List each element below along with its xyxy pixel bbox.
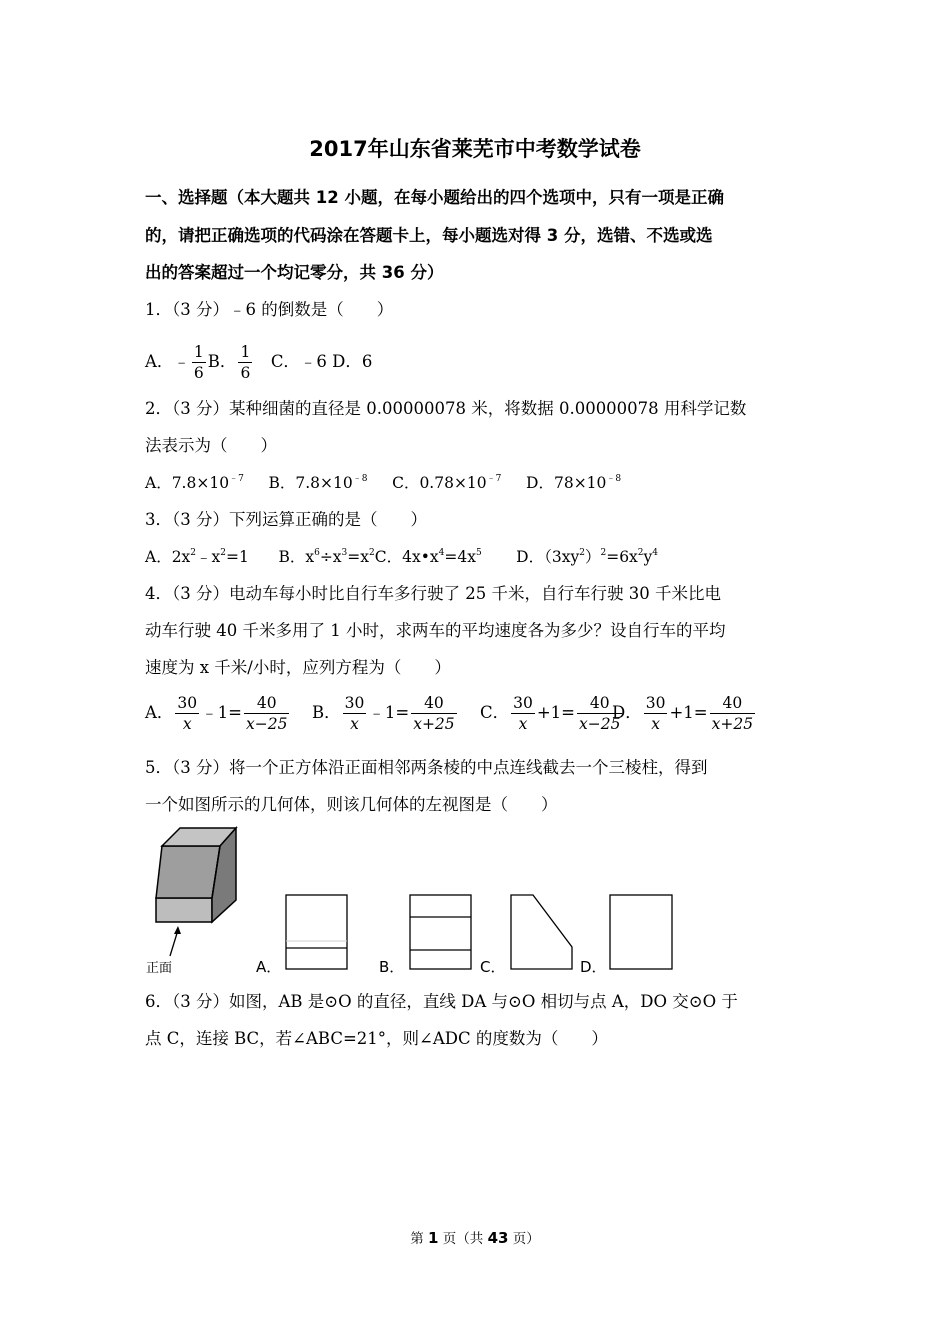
q3-option-d	[516, 548, 658, 566]
total-page-count: 43	[487, 1229, 509, 1247]
q3-c-part-1: C．4x•x	[374, 548, 439, 566]
q4-stem-line-3: 速度为 x 千米/小时，应列方程为（ ）	[145, 658, 451, 677]
front-face-label: 正面	[146, 961, 173, 976]
q3-stem: 3．（3 分）下列运算正确的是（ ）	[145, 510, 427, 529]
q5-option-a-label: A．	[256, 958, 282, 976]
q2-a-exponent: ﹣7	[229, 474, 244, 484]
q3-d-exp-3: 2	[637, 548, 644, 558]
q3-option-c	[375, 548, 482, 566]
q3-c-exp-2: 5	[475, 548, 482, 558]
q4-a-frac-2	[244, 693, 289, 734]
q3-d-part-4: y	[643, 548, 653, 566]
q4-b-label: B．	[312, 703, 341, 722]
q2-b-text: B．7.8×10	[268, 474, 353, 492]
q1-b-prefix: B．	[207, 352, 237, 371]
q3-c-part-2: =4x	[444, 548, 476, 566]
q1-b-denominator: 6	[240, 364, 251, 382]
q3-a-exp-2: 2	[220, 548, 227, 558]
q6-stem-line-1: 6．（3 分）如图，AB 是⊙O 的直径，直线 DA 与⊙O 相切与点 A，DO 交⊙O 于	[145, 992, 738, 1011]
q2-option-c	[392, 474, 501, 492]
q4-stem-line-2: 动车行驶 40 千米多用了 1 小时，求两车的平均速度各为多少？设自行车的平均	[145, 621, 726, 640]
q4-option-a	[145, 693, 291, 734]
q3-d-part-1: D．（3xy	[516, 548, 580, 566]
q3-a-part-3: =1	[226, 548, 249, 566]
q3-d-exp-2: 2	[600, 548, 607, 558]
q4-option-d	[612, 693, 757, 734]
q4-c-den-1: x	[518, 715, 528, 733]
section-heading-line-3: 出的答案超过一个均记零分，共 36 分）	[145, 263, 444, 282]
q3-a-exp-1: 2	[190, 548, 197, 558]
q5-figure	[140, 820, 700, 980]
q4-a-frac-1	[175, 693, 199, 734]
q1-options	[145, 340, 372, 384]
q3-b-part-1: B．x	[278, 548, 315, 566]
front-arrow-icon	[170, 926, 181, 956]
q3-b-part-2: ÷x	[319, 548, 342, 566]
q4-d-label: D．	[612, 703, 642, 722]
q4-b-frac-2	[411, 693, 456, 734]
q4-d-mid: +1=	[669, 703, 708, 722]
q3-b-exp-2: 3	[341, 548, 348, 558]
q3-d-exp-1: 2	[579, 548, 585, 558]
q4-c-num-1: 30	[513, 694, 533, 712]
q4-c-mid: +1=	[536, 703, 576, 722]
q2-c-exponent: ﹣7	[486, 474, 502, 484]
q3-b-part-3: =x	[347, 548, 370, 566]
q4-b-num-1: 30	[344, 694, 365, 712]
footer-middle: 页（共	[438, 1231, 488, 1247]
q4-d-num-2: 40	[710, 693, 755, 714]
q2-option-d	[526, 474, 621, 492]
q1-stem: 1．（3 分）﹣6 的倒数是（ ）	[145, 300, 394, 319]
q2-option-a	[145, 474, 244, 492]
q2-d-text: D．78×10	[526, 474, 607, 492]
q3-option-b	[278, 548, 374, 566]
q3-options	[145, 545, 658, 569]
q2-d-exponent: ﹣8	[606, 474, 622, 484]
q4-stem-line-1: 4．（3 分）电动车每小时比自行车多行驶了 25 千米，自行车行驶 30 千米比电	[145, 584, 721, 603]
geometric-solid-drawing	[156, 828, 236, 922]
q4-d-frac-1	[644, 693, 668, 734]
q2-stem-line-2: 法表示为（ ）	[145, 436, 277, 455]
q1-b-numerator: 1	[240, 343, 251, 361]
view-option-c-shape	[511, 895, 572, 969]
q4-a-num-2: 40	[244, 693, 289, 714]
page-title: 2017年山东省莱芜市中考数学试卷	[309, 137, 641, 161]
q4-a-den-1: x	[182, 715, 192, 733]
view-option-b-shape	[410, 895, 471, 969]
q5-stem-line-1: 5．（3 分）将一个正方体沿正面相邻两条棱的中点连线截去一个三棱柱，得到	[145, 758, 708, 777]
q3-b-exp-3: 2	[369, 548, 375, 558]
q5-stem-line-2: 一个如图所示的几何体，则该几何体的左视图是（ ）	[145, 795, 558, 814]
q4-d-den-2: x+25	[711, 715, 754, 733]
q5-option-c-label: C．	[480, 958, 506, 976]
q1-a-fraction	[192, 342, 206, 383]
q5-option-d-label: D．	[580, 958, 607, 976]
q4-c-den-2: x−25	[579, 715, 621, 733]
footer-suffix: 页）	[508, 1231, 540, 1247]
view-option-a-shape	[286, 895, 347, 969]
q4-b-mid: ﹣1=	[368, 703, 410, 722]
current-page-number: 1	[428, 1229, 439, 1247]
q4-d-num-1: 30	[645, 694, 666, 712]
q1-b-fraction	[238, 342, 252, 383]
q4-d-frac-2	[710, 693, 755, 734]
q3-d-exp-4: 4	[652, 548, 659, 558]
q2-options	[145, 471, 621, 495]
q4-b-frac-1	[343, 693, 367, 734]
q4-b-den-1: x	[350, 715, 359, 733]
q3-b-exp-1: 6	[314, 548, 320, 558]
q2-option-b	[268, 474, 367, 492]
q2-a-text: A．7.8×10	[145, 474, 230, 492]
q1-a-prefix: A．﹣	[145, 352, 190, 371]
q2-b-exponent: ﹣8	[352, 474, 368, 484]
q1-rest-options: C．﹣6 D．6	[254, 352, 373, 371]
q4-option-c	[480, 693, 624, 734]
q3-a-part-1: A．2x	[145, 548, 191, 566]
q1-a-denominator: 6	[193, 364, 204, 382]
q4-a-label: A．	[145, 703, 174, 722]
q4-c-frac-1	[511, 693, 535, 734]
q4-c-num-2: 40	[577, 693, 622, 714]
q5-option-b-label: B．	[379, 958, 405, 976]
q3-a-part-2: ﹣x	[196, 548, 221, 566]
q2-c-text: C．0.78×10	[392, 474, 487, 492]
q3-d-part-2: ）	[584, 548, 601, 566]
q4-a-num-1: 30	[177, 694, 198, 712]
page-footer	[0, 1227, 950, 1247]
q4-b-num-2: 40	[411, 693, 456, 714]
q4-a-mid: ﹣1=	[201, 703, 242, 722]
q4-a-den-2: x−25	[245, 715, 288, 733]
q3-d-part-3: =6x	[606, 548, 638, 566]
q6-stem-line-2: 点 C，连接 BC，若∠ABC=21°，则∠ADC 的度数为（ ）	[145, 1029, 608, 1048]
q4-d-den-1: x	[651, 715, 660, 733]
footer-prefix: 第	[410, 1231, 429, 1247]
q2-stem-line-1: 2．（3 分）某种细菌的直径是 0.00000078 米，将数据 0.00000078 用科学记数	[145, 399, 747, 418]
section-heading-line-2: 的，请把正确选项的代码涂在答题卡上，每小题选对得 3 分，选错、不选或选	[145, 226, 713, 245]
q3-option-a	[145, 548, 249, 566]
q1-a-numerator: 1	[193, 343, 204, 361]
view-option-d-shape	[610, 895, 672, 969]
q4-c-label: C．	[480, 703, 510, 722]
q3-c-exp-1: 4	[438, 548, 445, 558]
q4-b-den-2: x+25	[413, 715, 455, 733]
section-heading-line-1: 一、选择题（本大题共 12 小题，在每小题给出的四个选项中，只有一项是正确	[145, 188, 724, 207]
q4-option-b	[312, 693, 459, 734]
